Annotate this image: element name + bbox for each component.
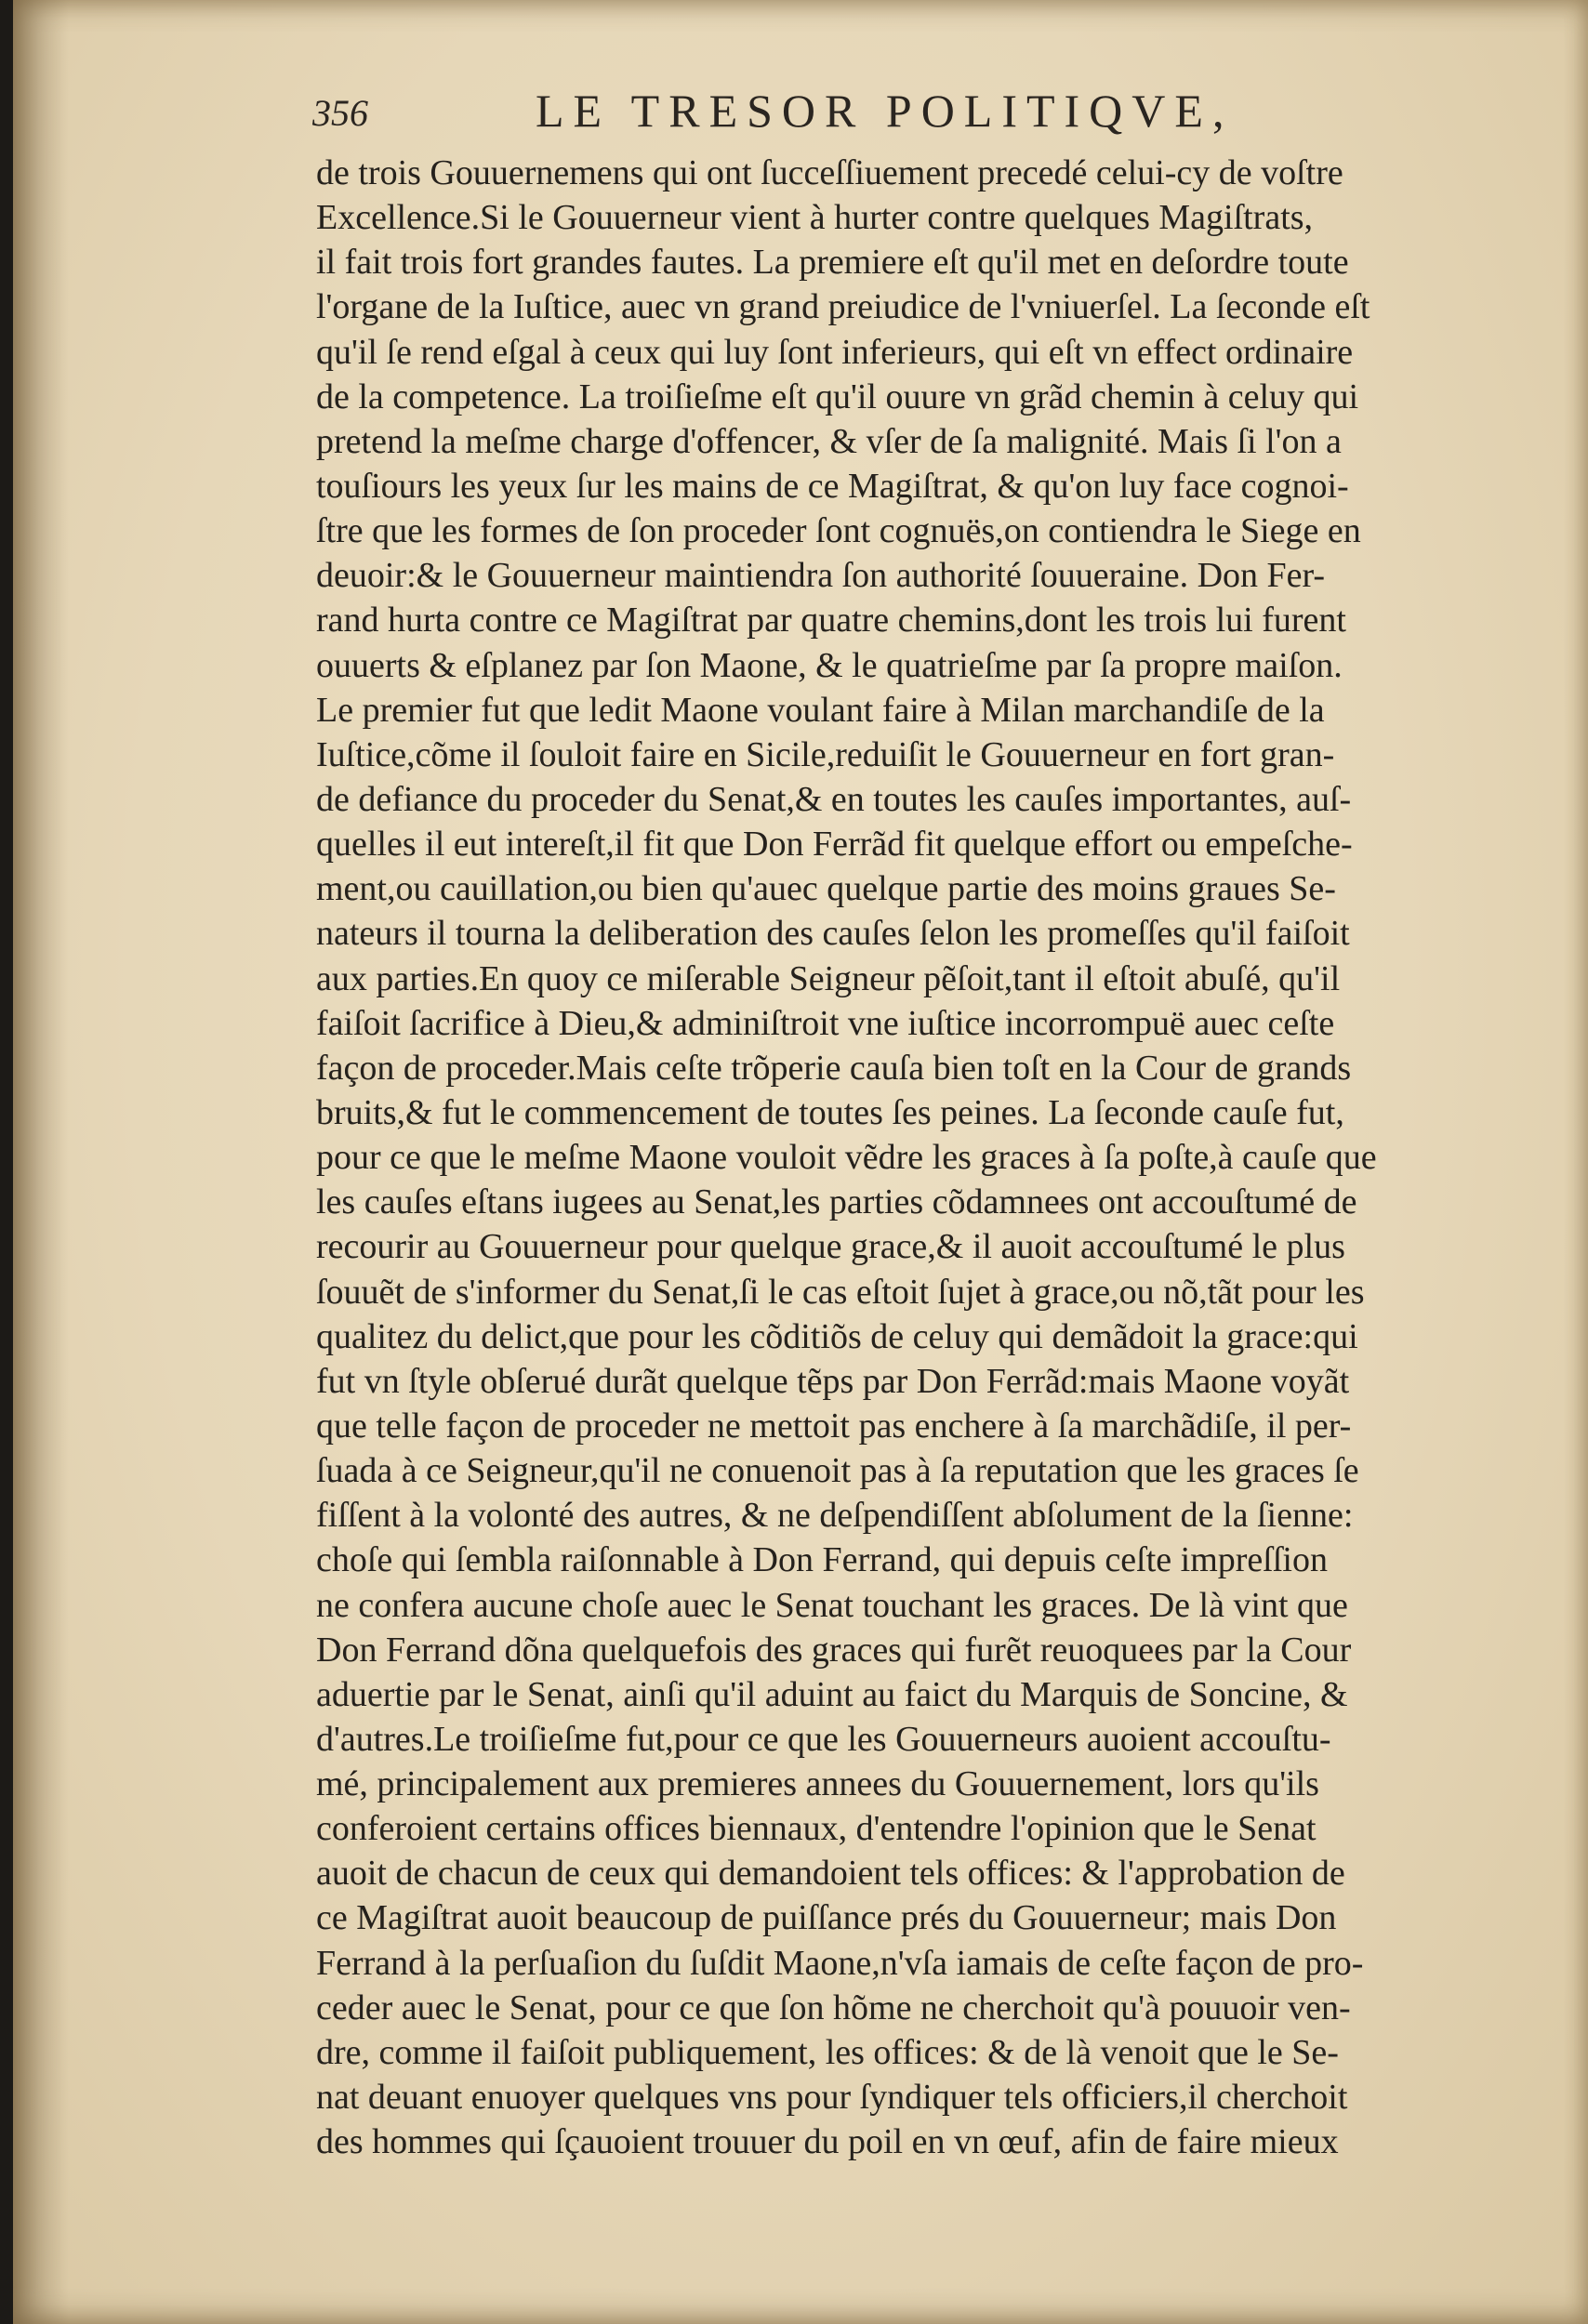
- text-line: aduertie par le Senat, ainſi qu'il aduint au faict du Marquis de Soncine, &: [316, 1674, 1348, 1714]
- text-line: de defiance du proceder du Senat,& en toutes les cauſes importantes, auſ-: [316, 779, 1352, 819]
- text-line: ceder auec le Senat, pour ce que ſon hõme ne cherchoit qu'à pouuoir ven-: [316, 1987, 1351, 2027]
- text-line: aux parties.En quoy ce miſerable Seigneur pẽſoit,tant il eſtoit abuſé, qu'il: [316, 958, 1341, 998]
- running-title: LE TRESOR POLITIQVE,: [536, 85, 1234, 137]
- text-line: ouuerts & eſplanez par ſon Maone, & le quatrieſme par ſa propre maiſon.: [316, 645, 1343, 685]
- gutter-shadow: [13, 0, 69, 2324]
- text-line: fiſſent à la volonté des autres, & ne deſpendiſſent abſolument de la ſienne:: [316, 1496, 1354, 1536]
- text-line: deuoir:& le Gouuerneur maintiendra ſon authorité ſouueraine. Don Fer-: [316, 556, 1326, 596]
- text-line: ſouuẽt de s'informer du Senat,ſi le cas eſtoit ſujet à grace,ou nõ,tãt pour les: [316, 1272, 1365, 1312]
- text-line: pour ce que le meſme Maone vouloit vẽdre les graces à ſa poſte,à cauſe que: [316, 1138, 1377, 1178]
- text-line: ſtre que les formes de ſon proceder ſont cognuës,on contiendra le Siege en: [316, 511, 1361, 551]
- text-line: nateurs il tourna la deliberation des cauſes ſelon les promeſſes qu'il faiſoit: [316, 914, 1350, 954]
- text-line: que telle façon de proceder ne mettoit pas enchere à ſa marchãdiſe, il per-: [316, 1406, 1352, 1446]
- text-line: touſiours les yeux ſur les mains de ce Magiſtrat, & qu'on luy face cognoi-: [316, 466, 1349, 506]
- text-line: bruits,& fut le commencement de toutes ſes peines. La ſeconde cauſe fut,: [316, 1092, 1344, 1132]
- text-line: quelles il eut intereſt,il fit que Don Ferrãd fit quelque effort ou empeſche-: [316, 825, 1353, 865]
- text-line: les cauſes eſtans iugees au Senat,les parties cõdamnees ont accouſtumé de: [316, 1182, 1357, 1222]
- text-line: Le premier fut que ledit Maone voulant faire à Milan marchandiſe de la: [316, 690, 1325, 730]
- text-line: fut vn ſtyle obſerué durãt quelque tẽps par Don Ferrãd:mais Maone voyãt: [316, 1361, 1350, 1401]
- text-line: qualitez du delict,que pour les cõditiõs de celuy qui demãdoit la grace:qui: [316, 1316, 1358, 1356]
- text-line: des hommes qui ſçauoient trouuer du poil en vn œuf, afin de faire mieux: [316, 2122, 1339, 2162]
- text-line: conferoient certains offices biennaux, d'entendre l'opinion que le Senat: [316, 1809, 1317, 1849]
- text-line: Ferrand à la perſuaſion du ſuſdit Maone,n'vſa iamais de ceſte façon de pro-: [316, 1943, 1364, 1983]
- text-line: ſuada à ce Seigneur,qu'il ne conuenoit pas à ſa reputation que les graces ſe: [316, 1451, 1359, 1491]
- text-line: il fait trois fort grandes fautes. La premiere eſt qu'il met en deſordre toute: [316, 243, 1349, 283]
- text-line: l'organe de la Iuſtice, auec vn grand preiudice de l'vniuerſel. La ſeconde eſt: [316, 287, 1370, 327]
- text-line: pretend la meſme charge d'offencer, & vſer de ſa malignité. Mais ſi l'on a: [316, 421, 1342, 461]
- running-head: [312, 84, 1255, 149]
- text-line: dre, comme il faiſoit publiquement, les offices: & de là venoit que le Se-: [316, 2032, 1339, 2072]
- text-line: d'autres.Le troiſieſme fut,pour ce que les Gouuerneurs auoient accouſtu-: [316, 1719, 1331, 1759]
- text-line: façon de proceder.Mais ceſte trõperie cauſa bien toſt en la Cour de grands: [316, 1048, 1352, 1088]
- text-line: mé, principalement aux premieres annees du Gouuernement, lors qu'ils: [316, 1764, 1319, 1804]
- text-line: de la competence. La troiſieſme eſt qu'il ouure vn grãd chemin à celuy qui: [316, 376, 1359, 416]
- text-line: rand hurta contre ce Magiſtrat par quatre chemins,dont les trois lui furent: [316, 601, 1346, 640]
- text-line: choſe qui ſembla raiſonnable à Don Ferrand, qui depuis ceſte impreſſion: [316, 1540, 1328, 1580]
- text-line: recourir au Gouuerneur pour quelque grace,& il auoit accouſtumé le plus: [316, 1227, 1345, 1267]
- page-number: 356: [312, 92, 368, 134]
- text-line: faiſoit ſacrifice à Dieu,& adminiſtroit vne iuſtice incorrompuë auec ceſte: [316, 1003, 1335, 1043]
- text-line: ment,ou cauillation,ou bien qu'auec quelque partie des moins graues Se-: [316, 869, 1336, 909]
- text-line: Excellence.Si le Gouuerneur vient à hurter contre quelques Magiſtrats,: [316, 198, 1314, 238]
- text-line: auoit de chacun de ceux qui demandoient tels offices: & l'approbation de: [316, 1854, 1345, 1894]
- text-line: de trois Gouuernemens qui ont ſucceſſiuement precedé celui-cy de voſtre: [316, 153, 1343, 192]
- text-line: ce Magiſtrat auoit beaucoup de puiſſance prés du Gouuerneur; mais Don: [316, 1898, 1337, 1938]
- text-line: ne confera aucune choſe auec le Senat touchant les graces. De là vint que: [316, 1585, 1348, 1625]
- text-line: Don Ferrand dõna quelquefois des graces qui furẽt reuoquees par la Cour: [316, 1630, 1352, 1670]
- text-line: Iuſtice,cõme il ſouloit faire en Sicile,reduiſit le Gouuerneur en fort gran-: [316, 734, 1335, 774]
- body-text: [316, 151, 1377, 2164]
- text-line: qu'il ſe rend eſgal à ceux qui luy ſont inferieurs, qui eſt vn effect ordinaire: [316, 332, 1354, 372]
- text-line: nat deuant enuoyer quelques vns pour ſyndiquer tels officiers,il cherchoit: [316, 2078, 1348, 2118]
